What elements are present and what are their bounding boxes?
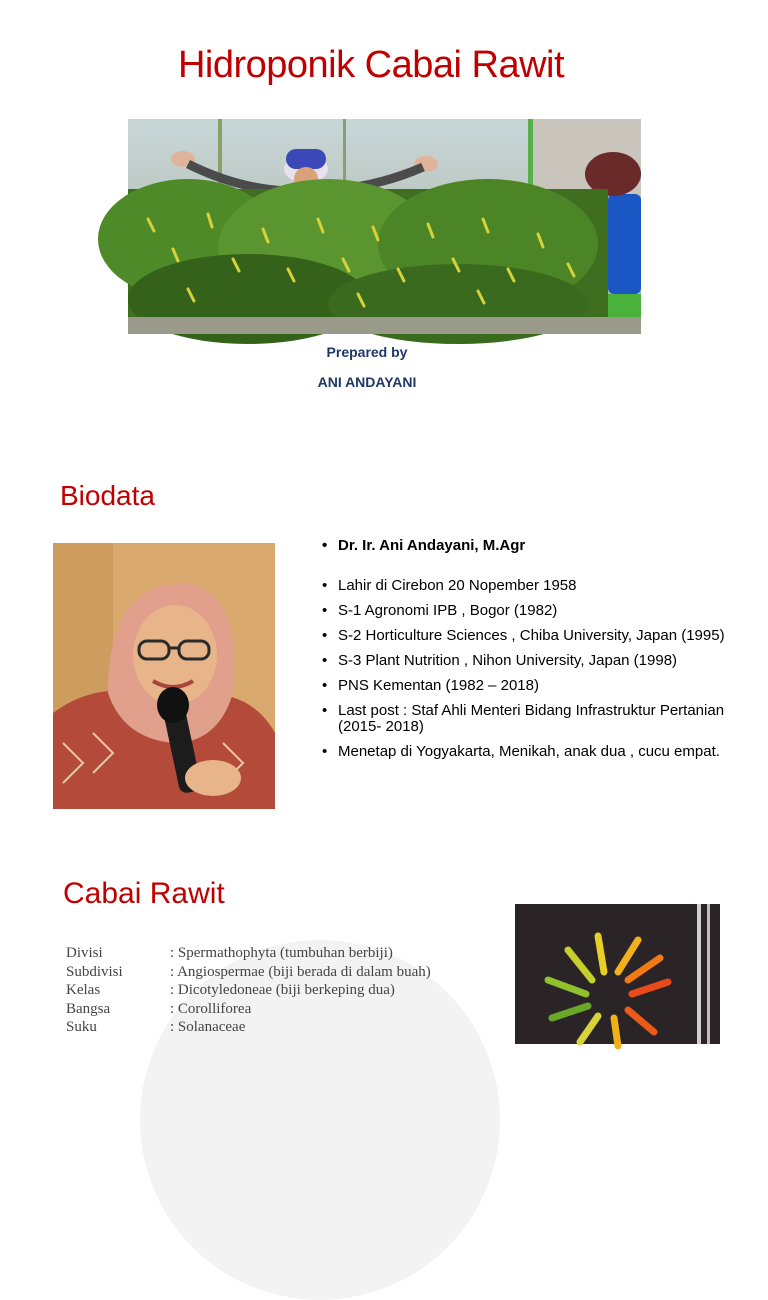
taxonomy-key: Suku (66, 1019, 97, 1035)
portrait-photo (53, 543, 275, 809)
taxonomy-value: : Angiospermae (biji berada di dalam buah) (170, 963, 431, 980)
chili-garden-photo (128, 119, 641, 334)
table-row (66, 981, 431, 1000)
prepared-by-label: Prepared by (326, 344, 408, 360)
table-row (66, 944, 431, 963)
taxonomy-value: : Spermathophyta (tumbuhan berbiji) (170, 945, 393, 961)
biodata-list (322, 538, 752, 769)
table-row (66, 1018, 431, 1037)
biodata-slide (0, 430, 768, 845)
taxonomy-key: Bangsa (66, 1000, 111, 1017)
taxonomy-table (66, 944, 431, 1037)
title-slide (0, 0, 768, 430)
list-item: • Dr. Ir. Ani Andayani, M.Agr (322, 538, 752, 554)
list-item: • Lahir di Cirebon 20 Nopember 1958 (322, 578, 752, 594)
chili-peppers-photo (515, 904, 720, 1044)
biodata-title: Biodata (60, 480, 155, 511)
taxonomy-key: Subdivisi (66, 963, 123, 980)
table-row (66, 1000, 431, 1019)
taxonomy-key: Divisi (66, 945, 103, 961)
list-item: • Last post : Staf Ahli Menteri Bidang Infrastruktur Pertanian (2015- 2018) (322, 703, 752, 735)
cabai-rawit-slide (0, 845, 768, 1035)
taxonomy-key: Kelas (66, 982, 101, 998)
list-item: • S-2 Horticulture Sciences , Chiba University, Japan (1995) (322, 628, 752, 644)
taxonomy-value: : Solanaceae (170, 1019, 246, 1035)
list-item: • S-1 Agronomi IPB , Bogor (1982) (322, 603, 752, 619)
cabai-rawit-title: Cabai Rawit (63, 877, 225, 910)
taxonomy-value: : Dicotyledoneae (biji berkeping dua) (170, 982, 395, 998)
author-name: ANI ANDAYANI (317, 374, 417, 390)
slide-title: Hidroponik Cabai Rawit (177, 44, 565, 86)
taxonomy-value: : Corolliforea (170, 1000, 252, 1017)
list-item: • Menetap di Yogyakarta, Menikah, anak dua , cucu empat. (322, 744, 752, 760)
list-item: • S-3 Plant Nutrition , Nihon University, Japan (1998) (322, 653, 752, 669)
list-item: • PNS Kementan (1982 – 2018) (322, 678, 752, 694)
table-row (66, 963, 431, 982)
